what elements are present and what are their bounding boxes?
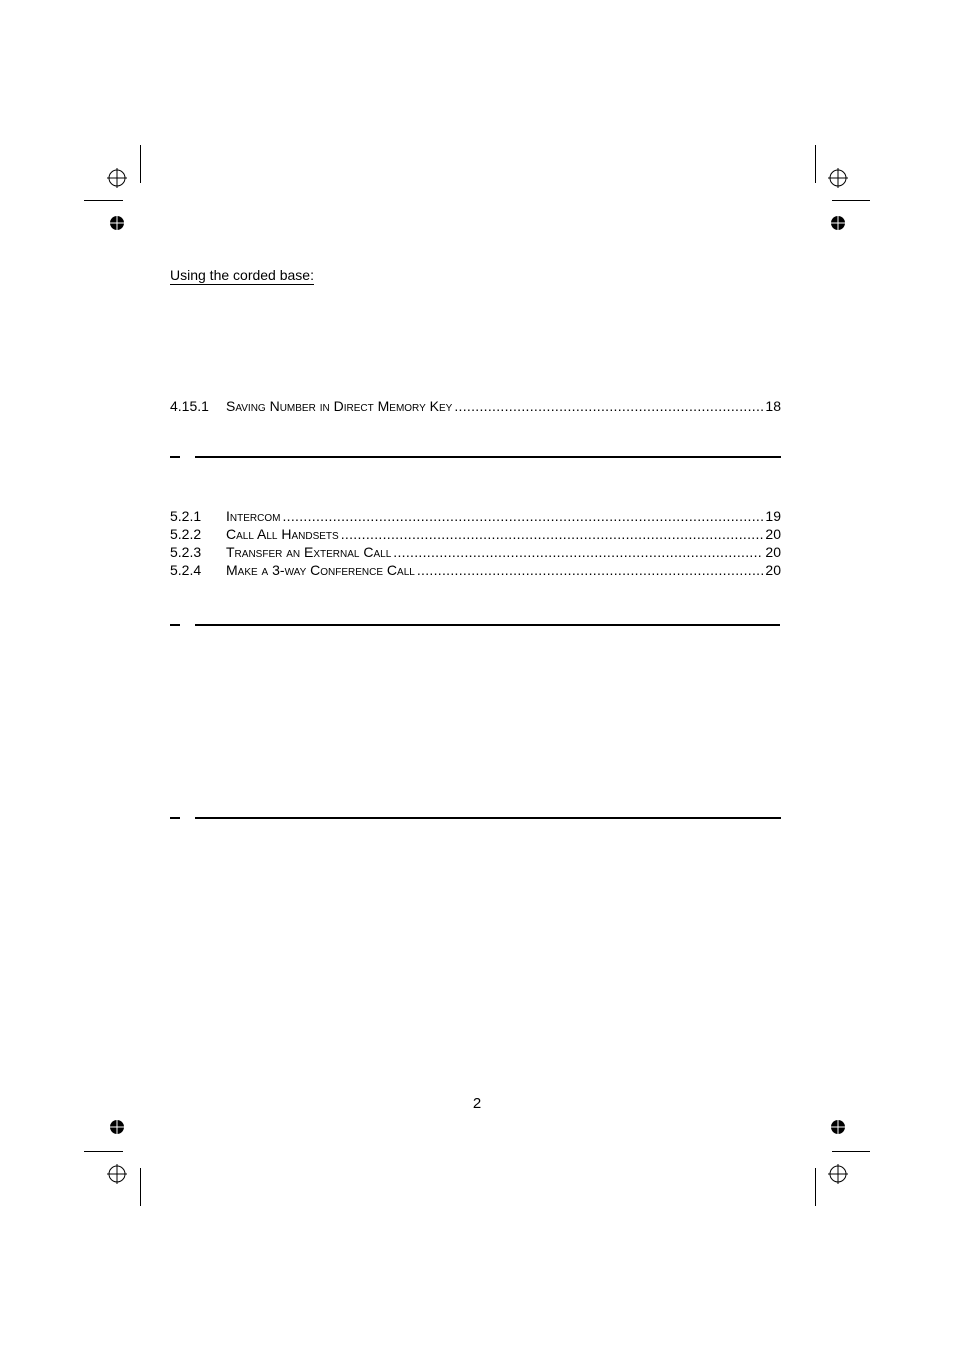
page-number: 2 [472, 1095, 482, 1112]
registration-mark-icon [828, 1164, 848, 1184]
registration-mark-icon [107, 1164, 127, 1184]
crop-mark-horizontal [832, 200, 870, 201]
chapter-rule [195, 624, 780, 626]
crop-mark-vertical [140, 145, 141, 183]
toc-title: Make a 3-way Conference Call [226, 562, 415, 578]
toc-number: 4.15.1 [170, 398, 209, 414]
toc-leader-dots [393, 543, 763, 561]
toc-title: Saving Number in Direct Memory Key [226, 398, 453, 414]
crop-mark-horizontal [84, 1151, 123, 1152]
toc-row[interactable] [170, 525, 781, 543]
registration-mark-icon [107, 168, 127, 188]
section-label: Using the corded base: [170, 267, 314, 283]
registration-dot-icon [110, 1120, 124, 1134]
crop-mark-horizontal [832, 1151, 870, 1152]
toc-page-number: 20 [765, 562, 781, 578]
toc-number: 5.2.1 [170, 508, 202, 524]
crop-mark-vertical [815, 1168, 816, 1206]
toc-page-number: 19 [765, 508, 781, 524]
toc-title: Intercom [226, 508, 281, 524]
crop-mark-vertical [815, 145, 816, 183]
toc-row[interactable] [170, 397, 781, 415]
chapter-dash [170, 456, 180, 458]
chapter-dash [170, 817, 180, 819]
toc-page-number: 20 [765, 526, 781, 542]
toc-title: Call All Handsets [226, 526, 339, 542]
toc-row[interactable] [170, 507, 781, 525]
crop-mark-horizontal [84, 200, 123, 201]
registration-dot-icon [110, 216, 124, 230]
chapter-rule [195, 817, 781, 819]
toc-leader-dots [454, 397, 763, 415]
chapter-dash [170, 624, 180, 626]
toc-leader-dots [417, 561, 764, 579]
registration-dot-icon [831, 216, 845, 230]
toc-page-number: 20 [765, 544, 781, 560]
toc-leader-dots [282, 507, 763, 525]
crop-mark-vertical [140, 1168, 141, 1206]
toc-number: 5.2.3 [170, 544, 202, 560]
toc-leader-dots [341, 525, 764, 543]
toc-title: Transfer an External Call [226, 544, 392, 560]
toc-page-number: 18 [765, 398, 781, 414]
registration-dot-icon [831, 1120, 845, 1134]
toc-row[interactable] [170, 561, 781, 579]
toc-number: 5.2.4 [170, 562, 202, 578]
toc-row[interactable] [170, 543, 781, 561]
registration-mark-icon [828, 168, 848, 188]
chapter-rule [195, 456, 781, 458]
toc-number: 5.2.2 [170, 526, 202, 542]
